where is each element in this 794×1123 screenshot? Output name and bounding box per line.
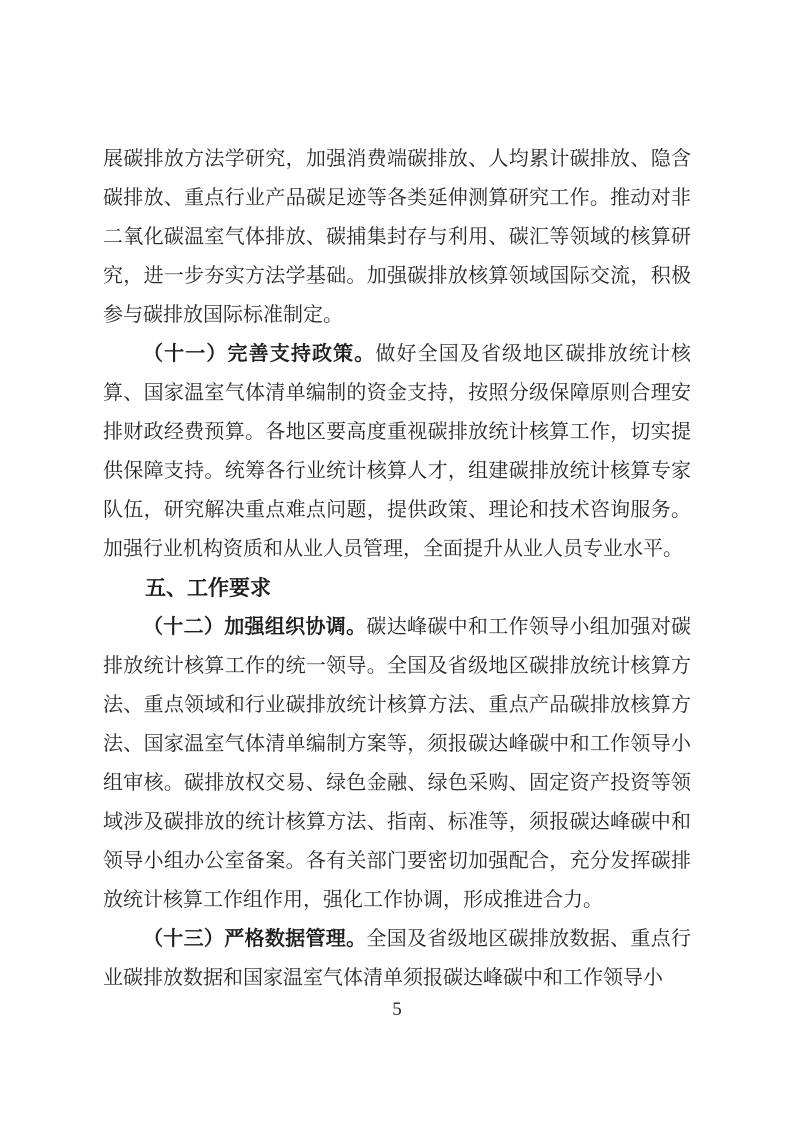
item-12-body: 碳达峰碳中和工作领导小组加强对碳排放统计核算工作的统一领导。全国及省级地区碳排放统计核算方法、重点领域和行业碳排放统计核算方法、重点产品碳排放核算方法、国家温室气体清单编制方案等，须报碳达峰碳中和工作领导小组审核。碳排放权交易、绿色金融、绿色采购、固定资产投资等领域涉及碳排放的统计核算方法、指南、标准等，须报碳达峰碳中和领导小组办公室备案。各有关部门要密切加强配合，充分发挥碳排放统计核算工作组作用，强化工作协调，形成推进合力。 [103,616,692,911]
item-13-body: 全国及省级地区碳排放数据、重点行业碳排放数据和国家温室气体清单须报碳达峰碳中和工作领导小 [103,928,692,989]
paragraph-item-12 [103,608,691,920]
item-11-lead: （十一）完善支持政策。 [143,343,376,365]
paragraph-continuation [103,140,691,335]
item-13-lead: （十三）严格数据管理。 [143,928,367,950]
page-number: 5 [392,999,402,1020]
paragraph-item-13 [103,920,691,998]
paragraph-continuation-text: 展碳排放方法学研究，加强消费端碳排放、人均累计碳排放、隐含碳排放、重点行业产品碳足迹等各类延伸测算研究工作。推动对非二氧化碳温室气体排放、碳捕集封存与利用、碳汇等领域的核算研究，进一步夯实方法学基础。加强碳排放核算领域国际交流，积极参与碳排放国际标准制定。 [103,148,691,326]
item-11-body: 做好全国及省级地区碳排放统计核算、国家温室气体清单编制的资金支持，按照分级保障原则合理安排财政经费预算。各地区要高度重视碳排放统计核算工作，切实提供保障支持。统筹各行业统计核算人才，组建碳排放统计核算专家队伍，研究解决重点难点问题，提供政策、理论和技术咨询服务。加强行业机构资质和从业人员管理，全面提升从业人员专业水平。 [103,343,692,560]
section-heading-5: 五、工作要求 [145,577,271,600]
item-12-lead: （十二）加强组织协调。 [143,616,367,638]
document-body [103,140,691,998]
paragraph-item-11 [103,335,691,569]
